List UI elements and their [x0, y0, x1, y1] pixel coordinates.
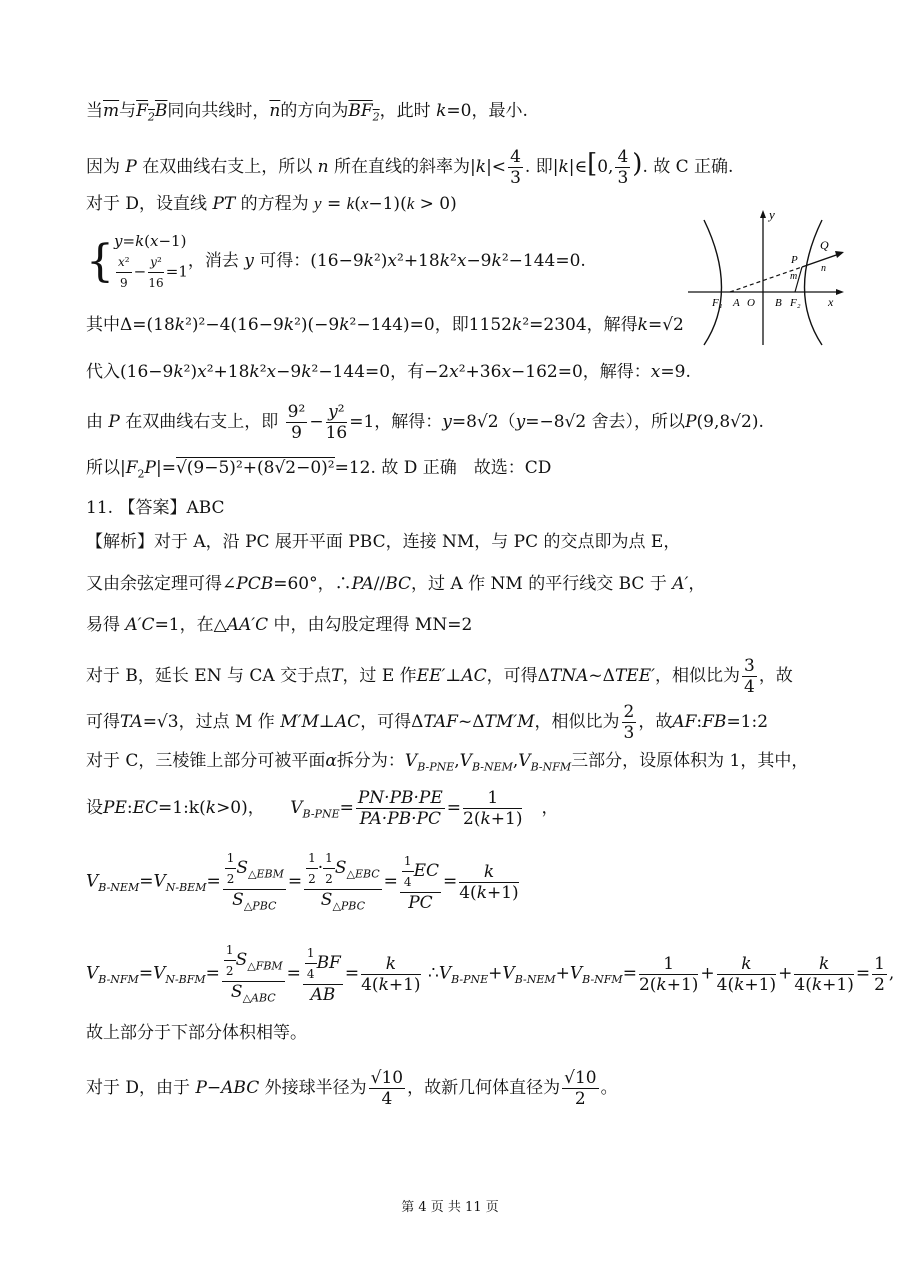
label-o: O [747, 297, 755, 309]
line-3: 对于 D，设直线 PT 的方程为 y = k(x−1)(k > 0) [86, 194, 457, 214]
label-f2: F₂ [790, 297, 801, 309]
line-11: 又由余弦定理可得∠PCB=60°，∴PA//BC，过 A 作 NM 的平行线交 BC 于 A′， [86, 574, 706, 594]
label-n: n [821, 263, 826, 274]
label-y: y [769, 207, 775, 222]
line-8: 所以$|F_2P|=√(9-5)^2+(8√2-0)^2=12$. 故 D 正确 故选：CD [86, 458, 552, 481]
line-15: 对于 C，三棱锥上部分可被平面α拆分为：$V_{B-PNE},V_{B-NEM},V_{B-NFM}$三部分，设原体积为 1，其中， [86, 751, 809, 774]
line-17: $V_{B-NEM}=V_{N-BEM}=$ $\frac{1}{2}$ $S_{\triangle EBM}$ $S_{\triangle PBC}$ = $\frac{1}{2}$ · $\frac{1}{2}$ $S_{\triangle EBC}$ $S_{\triangle PBC}$ = $\frac{1}{4}$ EC PC = $\frac{k}{4(k+1)}$ [86, 848, 521, 916]
label-p: P [791, 254, 798, 266]
ray-arrow [835, 251, 844, 258]
line-9-answer: 11. 【答案】ABC [86, 498, 225, 518]
left-branch [704, 220, 722, 345]
label-m: m [790, 271, 798, 282]
line-5: 其中Δ=(18k²)²−4(16−9k²)(−9k²−144)=0，即1152k²=2304，解得k=√2 [86, 315, 684, 335]
page-footer: 第 4 页 共 11 页 [401, 1200, 499, 1215]
label-b: B [775, 297, 782, 309]
line-1: 当$\overline{m}$与$F_2B$同向共线时，$\overline{n}$的方向为$BF_2$，此时 k=0，最小. [86, 101, 528, 124]
line-18: $V_{B-NFM}=V_{N-BFM}=$ $\frac{1}{2}$ $S_{\triangle FBM}$ $S_{\triangle ABC}$ = $\frac{1}{4}$ BF AB = $\frac{k}{4(k+1)}$ $\therefore V_{B-PNE}+V_{B-NEM}+V_{B-NFM}=$ $\frac{1}{2(k+1)}$ + $\frac{k}{4(k+1)}$ + $\frac{k}{4(k+1)}$ = $\frac{1}{2}$ , [86, 940, 894, 1008]
line-7: 由 P 在双曲线右支上，即 $\frac{\text{9²}}{9}$ − $\frac{\text{y²}}{16}$ =1，解得：y=8√2（y=−8√2 舍去），所以P(9,8√2). [86, 402, 764, 443]
line-10: 【解析】对于 A，沿 PC 展开平面 PBC，连接 NM，与 PC 的交点即为点 E， [86, 532, 681, 552]
line-2: 因为 P 在双曲线右支上，所以 n 所在直线的斜率为|k|< $\frac{4}{3}$ . 即|k|∈[0, $\frac{4}{3}$ ). 故 C 正确. [86, 147, 734, 188]
hyperbola-figure [684, 205, 854, 350]
line-14: 可得TA=√3，过点 M 作 M′M⊥AC，可得ΔTAF~ΔTM′M，相似比为 $\frac{2}{3}$ ，故AF:FB=1:2 [86, 702, 769, 743]
line-16: 设PE:EC=1:k(k>0)， $V_{B-PNE}=$ $\frac{PN\cdot PB\cdot PE}{PA\cdot PB\cdot PC}$ = $\frac{1}{2(k+1)}$ ， [86, 788, 559, 829]
label-q: Q [820, 238, 829, 252]
line-6: 代入(16−9k²)x²+18k²x−9k²−144=0，有−2x²+36x−162=0，解得：x=9. [86, 362, 691, 382]
x-axis-arrow [836, 289, 844, 295]
line-20: 对于 D，由于 P−ABC 外接球半径为 $\frac{√10}{4}$ ，故新几何体直径为 $\frac{√10}{2}$ 。 [86, 1068, 618, 1109]
line-12: 易得 A′C=1，在△AA′C 中，由勾股定理得 MN=2 [86, 615, 473, 635]
line-4-system: {y=k(x−1) $\frac{\text{x²}}{9}$ − $\frac{\text{y²}}{16}$ =1，消去 y 可得：(16−9k²)x²+18k²x−9k²−144=0. [86, 232, 586, 290]
line-13: 对于 B，延长 EN 与 CA 交于点T，过 E 作EE′⊥AC，可得ΔTNA~ΔTEE′，相似比为 $\frac{3}{4}$ ，故 [86, 656, 793, 697]
y-axis-arrow [760, 210, 766, 218]
label-f1: F₁ [712, 297, 723, 309]
line-19: 故上部分于下部分体积相等。 [86, 1023, 307, 1043]
label-x: x [828, 295, 834, 309]
label-a: A [733, 297, 740, 309]
